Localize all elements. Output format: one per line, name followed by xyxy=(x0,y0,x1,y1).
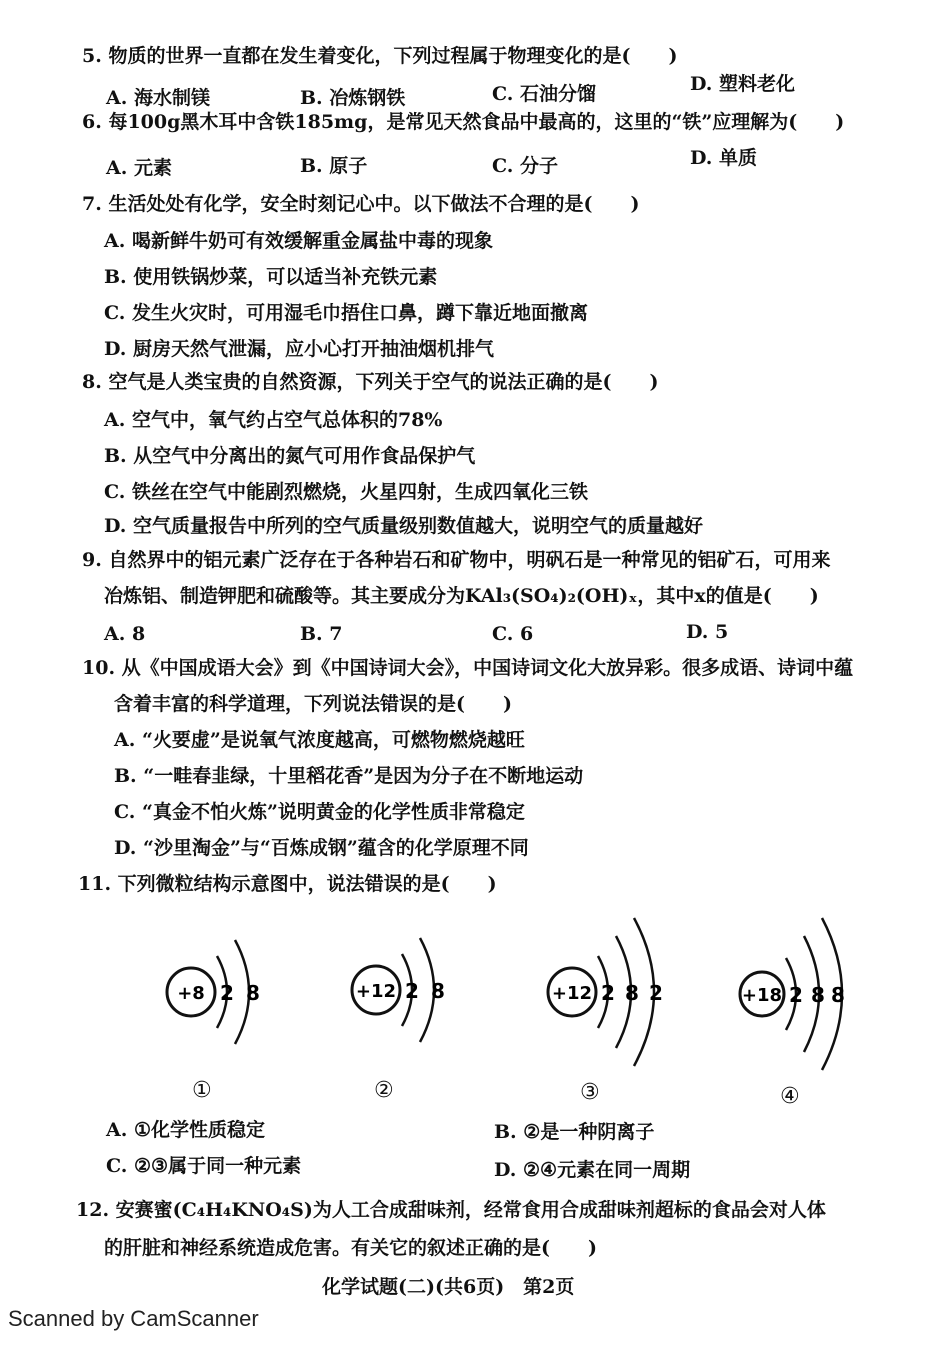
q5-option-d: D. 塑料老化 xyxy=(690,73,796,95)
q10-option-b: B. “一畦春韭绿，十里稻花香”是因为分子在不断地运动 xyxy=(114,765,584,787)
shell-2-electrons: 8 xyxy=(811,983,825,1007)
shell-2-electrons: 8 xyxy=(431,979,445,1003)
q9-option-d: D. 5 xyxy=(686,621,729,643)
q11-option-d: D. ②④元素在同一周期 xyxy=(494,1159,691,1181)
q10-option-a: A. “火要虚”是说氧气浓度越高，可燃物燃烧越旺 xyxy=(114,729,525,751)
q6-stem: 6. 每100g黑木耳中含铁185mg，是常见天然食品中最高的，这里的“铁”应理解为( ) xyxy=(82,111,845,133)
q11-option-c: C. ②③属于同一种元素 xyxy=(106,1155,302,1177)
q12-stem-line2: 的肝脏和神经系统造成危害。有关它的叙述正确的是( ) xyxy=(104,1237,597,1259)
q6-option-a: A. 元素 xyxy=(106,157,172,179)
atom-diagram-4 xyxy=(738,914,878,1078)
shell-1-electrons: 2 xyxy=(405,979,419,1003)
q8-option-c: C. 铁丝在空气中能剧烈燃烧，火星四射，生成四氧化三铁 xyxy=(104,481,589,503)
q7-option-b: B. 使用铁锅炒菜，可以适当补充铁元素 xyxy=(104,266,438,288)
nucleus-charge-3: +12 xyxy=(551,983,593,1004)
page-footer: 化学试题(二)(共6页) 第2页 xyxy=(322,1276,575,1298)
q10-stem-line2: 含着丰富的科学道理，下列说法错误的是( ) xyxy=(114,693,512,715)
shell-2-electrons: 8 xyxy=(246,981,260,1005)
scanner-watermark: Scanned by CamScanner xyxy=(8,1306,259,1331)
q9-option-a: A. 8 xyxy=(104,623,146,645)
q7-option-c: C. 发生火灾时，可用湿毛巾捂住口鼻，蹲下靠近地面撤离 xyxy=(104,302,589,324)
q5-option-b: B. 冶炼钢铁 xyxy=(300,87,406,109)
q12-stem-line1: 12. 安赛蜜(C₄H₄KNO₄S)为人工合成甜味剂，经常食用合成甜味剂超标的食品会对人体 xyxy=(76,1199,826,1221)
q11-stem: 11. 下列微粒结构示意图中，说法错误的是( ) xyxy=(78,873,497,895)
shell-3-electrons: 2 xyxy=(649,981,663,1005)
q6-option-c: C. 分子 xyxy=(492,155,559,177)
shell-3-electrons: 8 xyxy=(831,983,845,1007)
nucleus-charge-2: +12 xyxy=(355,981,397,1002)
diagram-label-1: ① xyxy=(192,1078,212,1103)
q5-option-c: C. 石油分馏 xyxy=(492,83,597,105)
q8-stem: 8. 空气是人类宝贵的自然资源，下列关于空气的说法正确的是( ) xyxy=(82,371,659,393)
atom-diagram-1 xyxy=(165,930,275,1064)
nucleus-charge-1: +8 xyxy=(177,983,205,1004)
q6-option-d: D. 单质 xyxy=(690,147,758,169)
q6-option-b: B. 原子 xyxy=(300,155,368,177)
q9-option-b: B. 7 xyxy=(300,623,343,645)
q11-option-a: A. ①化学性质稳定 xyxy=(106,1119,266,1141)
atom-diagram-3 xyxy=(546,912,686,1076)
q10-option-c: C. “真金不怕火炼”说明黄金的化学性质非常稳定 xyxy=(114,801,525,823)
q5-stem: 5. 物质的世界一直都在发生着变化，下列过程属于物理变化的是( ) xyxy=(82,45,678,67)
q7-option-a: A. 喝新鲜牛奶可有效缓解重金属盐中毒的现象 xyxy=(104,230,493,252)
shell-1-electrons: 2 xyxy=(789,983,803,1007)
q5-option-a: A. 海水制镁 xyxy=(106,87,210,109)
diagram-label-3: ③ xyxy=(580,1080,600,1105)
shell-2-electrons: 8 xyxy=(625,981,639,1005)
q8-option-d: D. 空气质量报告中所列的空气质量级别数值越大，说明空气的质量越好 xyxy=(104,515,704,537)
q9-stem-line2: 冶炼铝、制造钾肥和硫酸等。其主要成分为KAl₃(SO₄)₂(OH)ₓ，其中x的值是( ) xyxy=(104,585,819,607)
diagram-label-4: ④ xyxy=(780,1084,800,1109)
q8-option-a: A. 空气中，氧气约占空气总体积的78% xyxy=(104,409,443,431)
shell-1-electrons: 2 xyxy=(601,981,615,1005)
q9-stem-line1: 9. 自然界中的铝元素广泛存在于各种岩石和矿物中，明矾石是一种常见的铝矿石，可用来 xyxy=(82,549,831,571)
q10-stem-line1: 10. 从《中国成语大会》到《中国诗词大会》，中国诗词文化大放异彩。很多成语、诗词中蕴 xyxy=(82,657,854,679)
shell-1-electrons: 2 xyxy=(220,981,234,1005)
atom-diagram-2 xyxy=(350,928,460,1062)
diagram-label-2: ② xyxy=(374,1078,394,1103)
q10-option-d: D. “沙里淘金”与“百炼成钢”蕴含的化学原理不同 xyxy=(114,837,529,859)
q11-option-b: B. ②是一种阴离子 xyxy=(494,1121,655,1143)
q7-option-d: D. 厨房天然气泄漏，应小心打开抽油烟机排气 xyxy=(104,338,495,360)
q7-stem: 7. 生活处处有化学，安全时刻记心中。以下做法不合理的是( ) xyxy=(82,193,640,215)
q9-option-c: C. 6 xyxy=(492,623,534,645)
q8-option-b: B. 从空气中分离出的氮气可用作食品保护气 xyxy=(104,445,476,467)
nucleus-charge-4: +18 xyxy=(741,985,783,1006)
